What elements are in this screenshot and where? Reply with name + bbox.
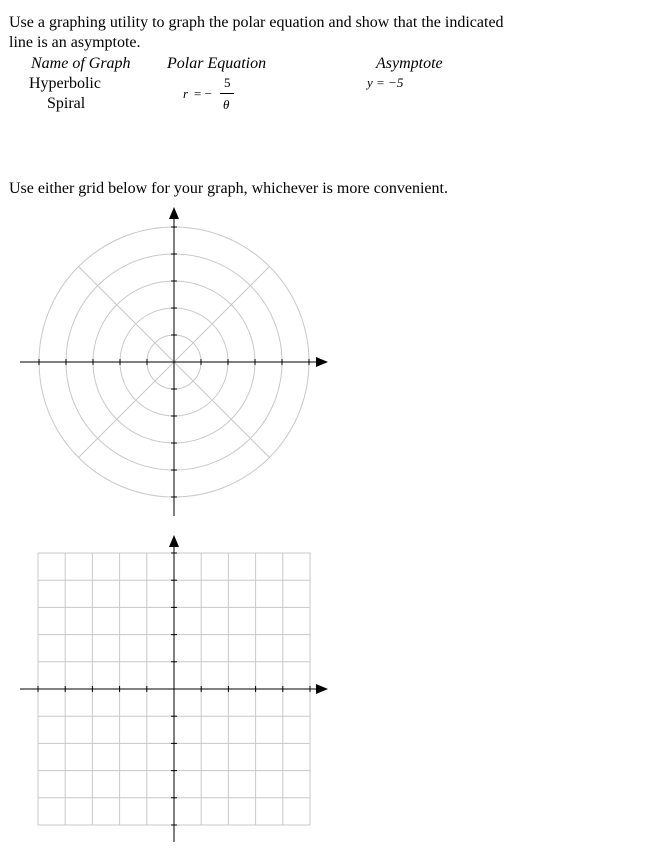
instruction-line-1: Use a graphing utility to graph the polar equation and show that the indicated bbox=[9, 14, 504, 31]
equation-lhs: r bbox=[183, 86, 189, 101]
polar-grid bbox=[20, 207, 328, 516]
instruction-line-2: line is an asymptote. bbox=[9, 34, 141, 51]
graph-name-line-1: Hyperbolic bbox=[29, 75, 101, 92]
polar-y-arrow bbox=[169, 207, 179, 219]
equation-denominator: θ bbox=[223, 97, 230, 112]
graph-name-line-2: Spiral bbox=[47, 95, 86, 112]
rect-y-arrow bbox=[169, 535, 179, 547]
polar-radial-line-3 bbox=[79, 267, 174, 362]
header-asymptote: Asymptote bbox=[376, 55, 443, 72]
header-polar-equation: Polar Equation bbox=[167, 55, 267, 72]
polar-x-arrow bbox=[316, 357, 328, 367]
header-name-of-graph: Name of Graph bbox=[31, 55, 131, 72]
polar-radial-line-1 bbox=[174, 267, 269, 362]
equation-numerator: 5 bbox=[224, 75, 231, 90]
asymptote-equation: y = −5 bbox=[367, 75, 404, 90]
grid-instruction: Use either grid below for your graph, whichever is more convenient. bbox=[9, 180, 448, 197]
equation-equals-minus: = − bbox=[194, 86, 212, 101]
rect-x-arrow bbox=[316, 684, 328, 694]
rectangular-grid bbox=[20, 535, 328, 842]
polar-radial-line-7 bbox=[174, 362, 269, 457]
polar-radial-line-5 bbox=[79, 362, 174, 457]
